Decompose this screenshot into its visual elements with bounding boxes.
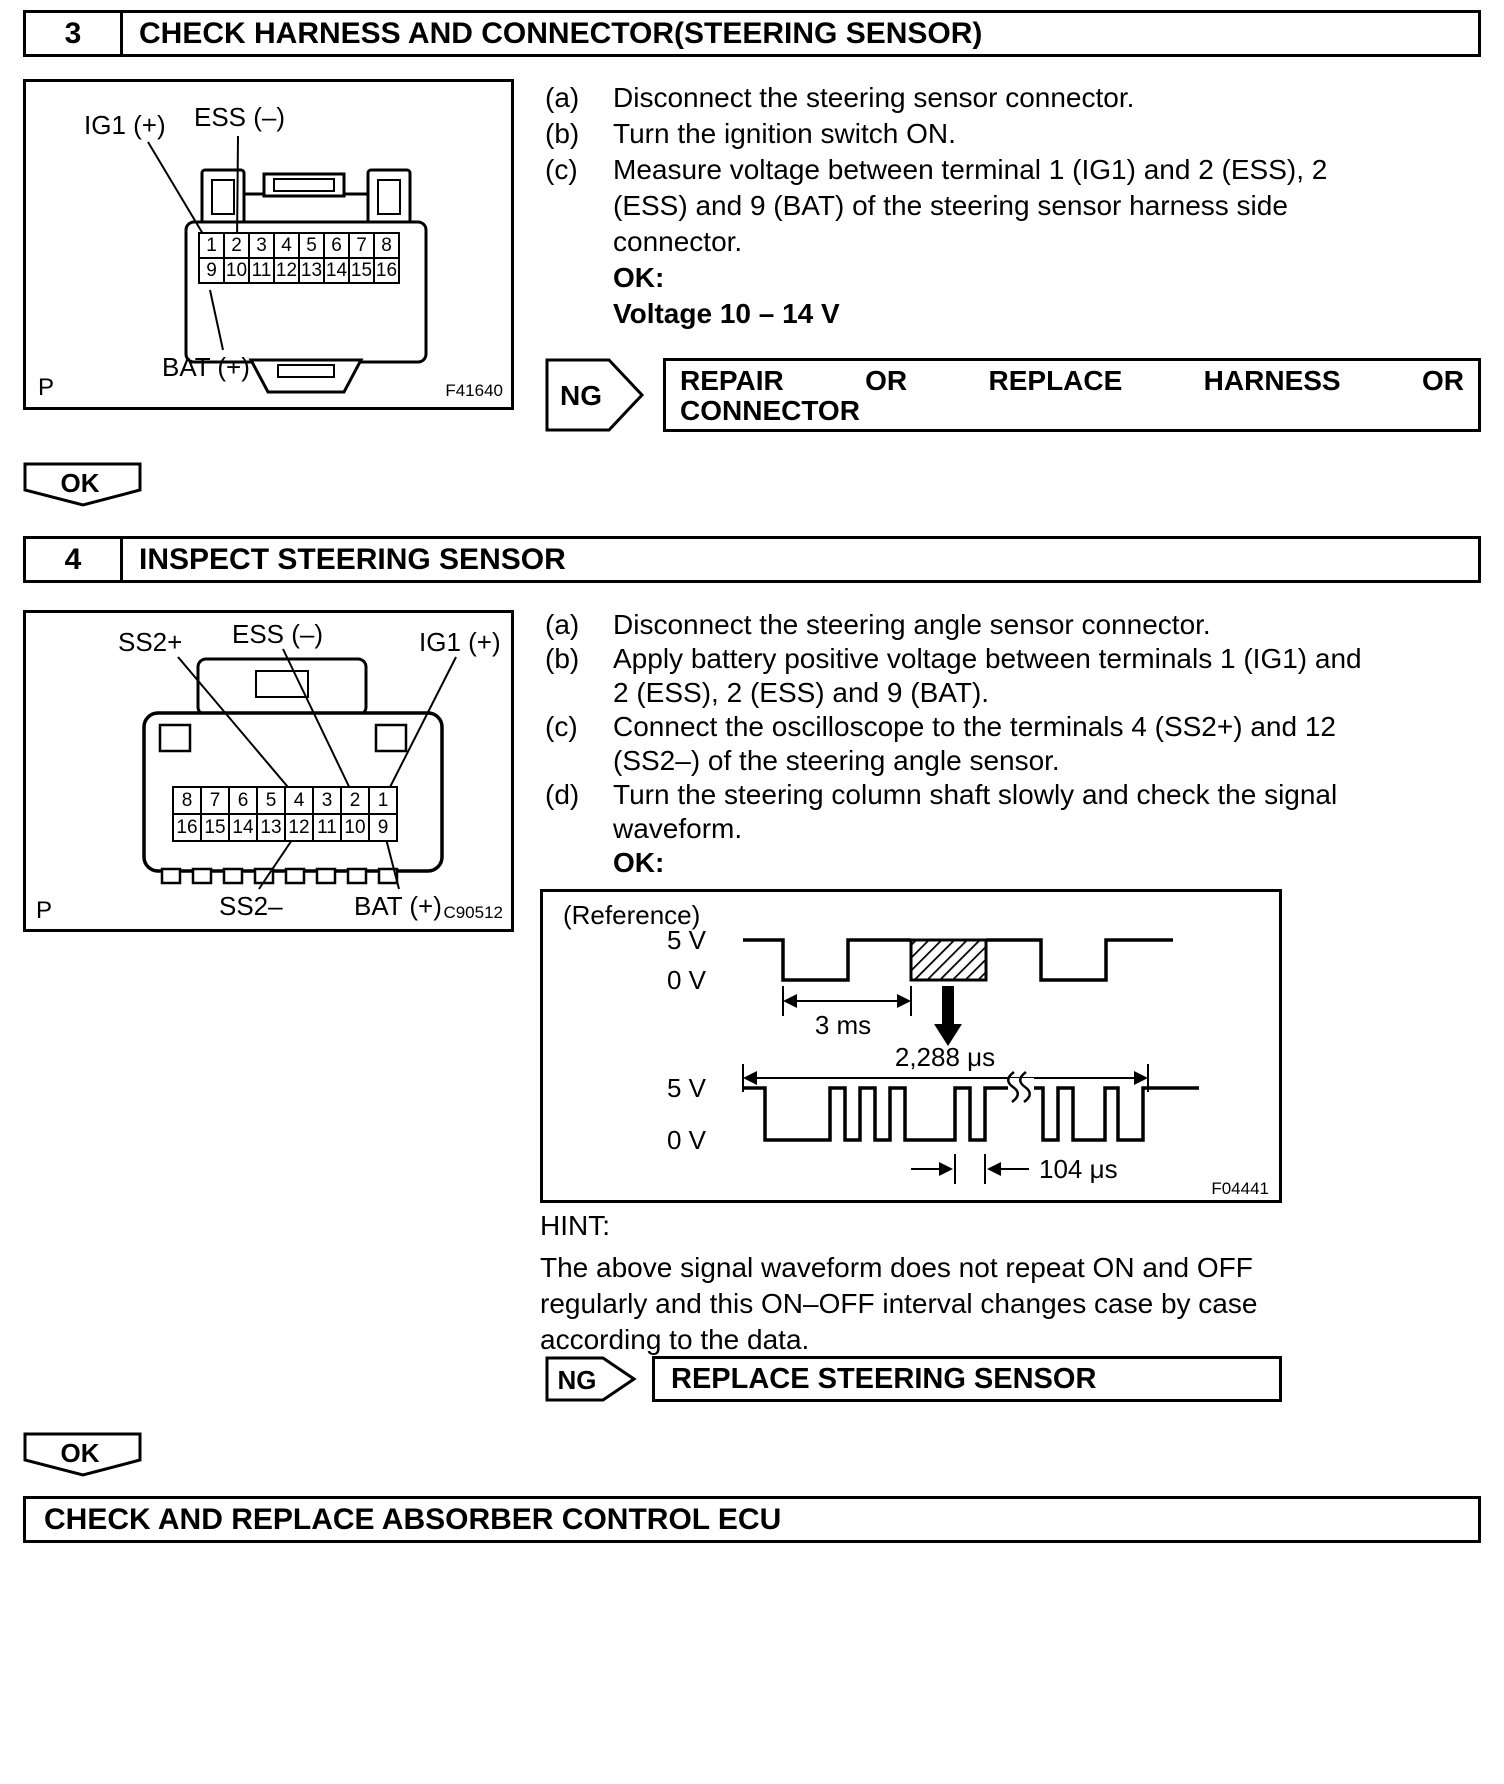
- step-item: [545, 642, 1365, 710]
- terminal-label-bat: BAT (+): [354, 891, 442, 921]
- ok-badge-label: OK: [60, 468, 100, 498]
- connector-drawing: [26, 613, 511, 929]
- dim-3ms-label: 3 ms: [814, 1010, 872, 1040]
- step-item: [545, 710, 1365, 778]
- ng-action-box: [663, 358, 1481, 432]
- ng-arrow: [545, 358, 645, 432]
- pin-row-bottom: [172, 813, 398, 842]
- section3-procedure: [545, 80, 1335, 332]
- pin-cell: 2: [340, 786, 370, 815]
- dim-104us-arrows: [911, 1154, 1029, 1184]
- figure-code: C90512: [443, 903, 503, 922]
- pin-cell: 8: [172, 786, 202, 815]
- pin-cell: 1: [368, 786, 398, 815]
- ng-action-line2: CONNECTOR: [680, 395, 860, 426]
- section3-ng-row: [545, 358, 1481, 432]
- step-item: [545, 778, 1365, 846]
- step-item: [545, 608, 1365, 642]
- figure-harness-connector: [23, 79, 514, 410]
- ok-condition: [613, 260, 1335, 332]
- pin-grid: [198, 232, 400, 284]
- step-list: [545, 80, 1335, 260]
- trace2-5v-label: 5 V: [666, 1073, 706, 1103]
- step-text: Disconnect the steering angle sensor connector.: [613, 609, 1211, 640]
- hint-label: HINT:: [540, 1210, 610, 1241]
- figure-code: F04441: [1211, 1179, 1269, 1198]
- ok-condition-label: OK:: [613, 847, 665, 878]
- pin-cell: 11: [312, 813, 342, 842]
- step-id: (b): [545, 643, 580, 674]
- trace1-5v-label: 5 V: [666, 925, 706, 955]
- pin-cell: 15: [200, 813, 230, 842]
- pin-cell: 7: [200, 786, 230, 815]
- pin-cell: 11: [248, 257, 275, 284]
- section3-title: CHECK HARNESS AND CONNECTOR(STEERING SENSOR): [139, 16, 983, 50]
- expand-down-arrow: [934, 986, 962, 1046]
- step-item: [545, 152, 1335, 260]
- pin-cell: 3: [248, 232, 275, 259]
- pin-cell: 8: [373, 232, 400, 259]
- pin-cell: 5: [256, 786, 286, 815]
- pin-cell: 4: [284, 786, 314, 815]
- corner-mark: P: [36, 897, 53, 924]
- ng-arrow: [545, 1356, 637, 1402]
- terminal-label-ess: ESS (–): [232, 619, 324, 649]
- terminal-label-ss2-minus: SS2–: [219, 891, 283, 921]
- pin-cell: 9: [198, 257, 225, 284]
- pin-cell: 16: [373, 257, 400, 284]
- pin-cell: 16: [172, 813, 202, 842]
- footer-title: CHECK AND REPLACE ABSORBER CONTROL ECU: [44, 1502, 782, 1536]
- ng-arrow-label: NG: [557, 1365, 597, 1395]
- dim-2288us-label: 2,288 μs: [894, 1042, 996, 1072]
- step-id: (c): [545, 154, 578, 185]
- section4-header: [23, 536, 1481, 583]
- undefined-region-hatch: [911, 940, 986, 980]
- step-item: [545, 80, 1335, 116]
- waveform-figure: [540, 889, 1282, 1203]
- reference-label: (Reference): [563, 900, 701, 930]
- pin-cell: 13: [256, 813, 286, 842]
- pin-row-bottom: [198, 257, 400, 284]
- step-text: Connect the oscilloscope to the terminals 4 (SS2+) and 12 (SS2–) of the steering angle sensor.: [613, 711, 1336, 776]
- step-text: Apply battery positive voltage between terminals 1 (IG1) and 2 (ESS), 2 (ESS) and 9 (BAT).: [613, 643, 1362, 708]
- section4-procedure: [545, 608, 1365, 880]
- hint-text: The above signal waveform does not repeat ON and OFF regularly and this ON–OFF interval changes case by case according to the data.: [540, 1252, 1258, 1355]
- section3-number: 3: [26, 13, 123, 54]
- step-text: Disconnect the steering sensor connector.: [613, 82, 1135, 113]
- waveform-drawing: [543, 892, 1279, 1200]
- pin-cell: 14: [228, 813, 258, 842]
- ok-badge: [23, 1432, 143, 1478]
- pin-cell: 6: [228, 786, 258, 815]
- pin-cell: 1: [198, 232, 225, 259]
- step-text: Measure voltage between terminal 1 (IG1) and 2 (ESS), 2 (ESS) and 9 (BAT) of the steering sensor harness side connector.: [613, 154, 1328, 257]
- pin-cell: 10: [223, 257, 250, 284]
- pin-grid: [172, 786, 398, 842]
- pin-cell: 15: [348, 257, 375, 284]
- terminal-label-bat: BAT (+): [162, 352, 250, 382]
- section4-ng-row: [545, 1356, 1282, 1402]
- step-item: [545, 116, 1335, 152]
- ng-arrow-label: NG: [560, 380, 602, 411]
- dim-104us-label: 104 μs: [1039, 1154, 1118, 1184]
- hint-block: [540, 1208, 1285, 1358]
- pin-cell: 12: [273, 257, 300, 284]
- step-id: (a): [545, 609, 580, 640]
- step-list: [545, 608, 1365, 846]
- corner-mark: P: [38, 374, 55, 401]
- step-id: (c): [545, 711, 578, 742]
- ng-action-line1: REPAIR OR REPLACE HARNESS OR: [680, 365, 1464, 396]
- ok-condition-value: Voltage 10 – 14 V: [613, 298, 840, 329]
- pin-cell: 14: [323, 257, 350, 284]
- terminal-label-ss2-plus: SS2+: [118, 627, 183, 657]
- section3-header: [23, 10, 1481, 57]
- trace2-0v-label: 0 V: [666, 1125, 706, 1155]
- pin-cell: 3: [312, 786, 342, 815]
- step-id: (b): [545, 118, 580, 149]
- pin-cell: 10: [340, 813, 370, 842]
- terminal-label-ess: ESS (–): [194, 102, 286, 132]
- ok-condition-label: OK:: [613, 262, 665, 293]
- pin-row-top: [172, 786, 398, 815]
- ng-action-box: REPLACE STEERING SENSOR: [652, 1356, 1282, 1402]
- ok-badge: [23, 462, 143, 508]
- step-id: (d): [545, 779, 580, 810]
- step-text: Turn the ignition switch ON.: [613, 118, 956, 149]
- terminal-label-ig1: IG1 (+): [84, 110, 166, 140]
- section4-number: 4: [26, 539, 123, 580]
- pin-cell: 5: [298, 232, 325, 259]
- ok-badge-label: OK: [60, 1438, 100, 1468]
- pin-cell: 12: [284, 813, 314, 842]
- pin-cell: 13: [298, 257, 325, 284]
- pin-row-top: [198, 232, 400, 259]
- figure-code: F41640: [445, 381, 503, 400]
- pin-cell: 4: [273, 232, 300, 259]
- figure-steering-sensor-connector: [23, 610, 514, 932]
- pin-cell: 9: [368, 813, 398, 842]
- pin-cell: 7: [348, 232, 375, 259]
- trace1-0v-label: 0 V: [666, 965, 706, 995]
- pin-cell: 2: [223, 232, 250, 259]
- step-text: Turn the steering column shaft slowly and check the signal waveform.: [613, 779, 1338, 844]
- terminal-label-ig1: IG1 (+): [419, 627, 501, 657]
- trace2: [743, 1072, 1199, 1140]
- step-id: (a): [545, 82, 580, 113]
- section4-title: INSPECT STEERING SENSOR: [139, 542, 566, 576]
- ok-condition: [613, 846, 1365, 880]
- pin-cell: 6: [323, 232, 350, 259]
- footer-bar: [23, 1496, 1481, 1543]
